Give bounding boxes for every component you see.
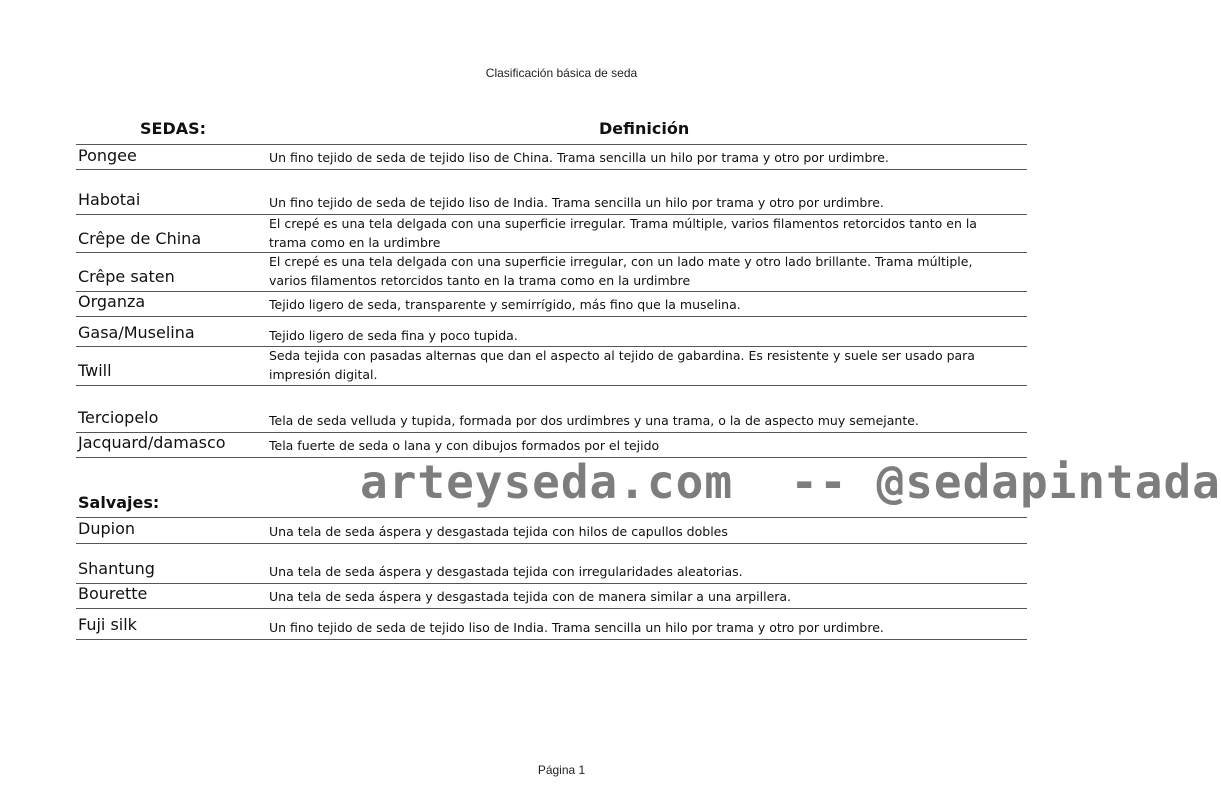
rule (76, 517, 1027, 518)
silk-name: Habotai (78, 190, 141, 209)
silk-name: Fuji silk (78, 615, 137, 634)
silk-name: Twill (78, 361, 112, 380)
silk-name: Gasa/Muselina (78, 323, 195, 342)
rule (76, 316, 1027, 317)
page-header: Clasificación básica de seda (485, 66, 638, 80)
silk-name: Terciopelo (78, 408, 159, 427)
column-header-definicion: Definición (599, 119, 690, 138)
silk-definition: Una tela de seda áspera y desgastada tejida con irregularidades aleatorias. (269, 564, 743, 579)
silk-name: Jacquard/damasco (78, 433, 226, 452)
silk-name: Bourette (78, 584, 148, 603)
silk-definition: Un fino tejido de seda de tejido liso de China. Trama sencilla un hilo por trama y otro por urdimbre. (269, 150, 889, 165)
page-number: Página 1 (537, 763, 586, 777)
rule (76, 291, 1027, 292)
silk-definition: Un fino tejido de seda de tejido liso de India. Trama sencilla un hilo por trama y otro por urdimbre. (269, 620, 884, 635)
silk-definition: Una tela de seda áspera y desgastada tejida con hilos de capullos dobles (269, 524, 728, 539)
silk-definition: El crepé es una tela delgada con una superficie irregular. Trama múltiple, varios filamentos retorcidos tanto en la trama como en la urdimbre (269, 216, 977, 250)
silk-name: Crêpe saten (78, 267, 175, 286)
watermark: arteyseda.com -- @sedapintada (360, 455, 1221, 509)
rule (76, 144, 1027, 145)
silk-definition: Tela de seda velluda y tupida, formada por dos urdimbres y una trama, o la de aspecto muy semejante. (269, 413, 919, 428)
silk-definition: Un fino tejido de seda de tejido liso de India. Trama sencilla un hilo por trama y otro por urdimbre. (269, 195, 884, 210)
rule (76, 169, 1027, 170)
silk-definition: Seda tejida con pasadas alternas que dan el aspecto al tejido de gabardina. Es resistente y suele ser usado para impresión digital. (269, 348, 975, 382)
silk-name: Dupion (78, 519, 135, 538)
rule (76, 608, 1027, 609)
silk-name: Pongee (78, 146, 137, 165)
rule (76, 543, 1027, 544)
rule (76, 639, 1027, 640)
silk-definition: Tejido ligero de seda, transparente y semirrígido, más fino que la muselina. (269, 297, 741, 312)
silk-definition: Tejido ligero de seda fina y poco tupida. (269, 328, 518, 343)
silk-definition: Una tela de seda áspera y desgastada tejida con de manera similar a una arpillera. (269, 589, 792, 604)
rule (76, 385, 1027, 386)
silk-name: Shantung (78, 559, 155, 578)
silk-definition: El crepé es una tela delgada con una superficie irregular, con un lado mate y otro lado brillante. Trama múltiple, varios filamentos retorcidos tanto en la trama como en la urdimbre (269, 254, 973, 288)
column-header-sedas: SEDAS: (140, 119, 207, 138)
silk-name: Crêpe de China (78, 229, 202, 248)
section-title-salvajes: Salvajes: (78, 493, 160, 512)
silk-name: Organza (78, 292, 146, 311)
rule (76, 583, 1027, 584)
silk-definition: Tela fuerte de seda o lana y con dibujos formados por el tejido (269, 438, 660, 453)
